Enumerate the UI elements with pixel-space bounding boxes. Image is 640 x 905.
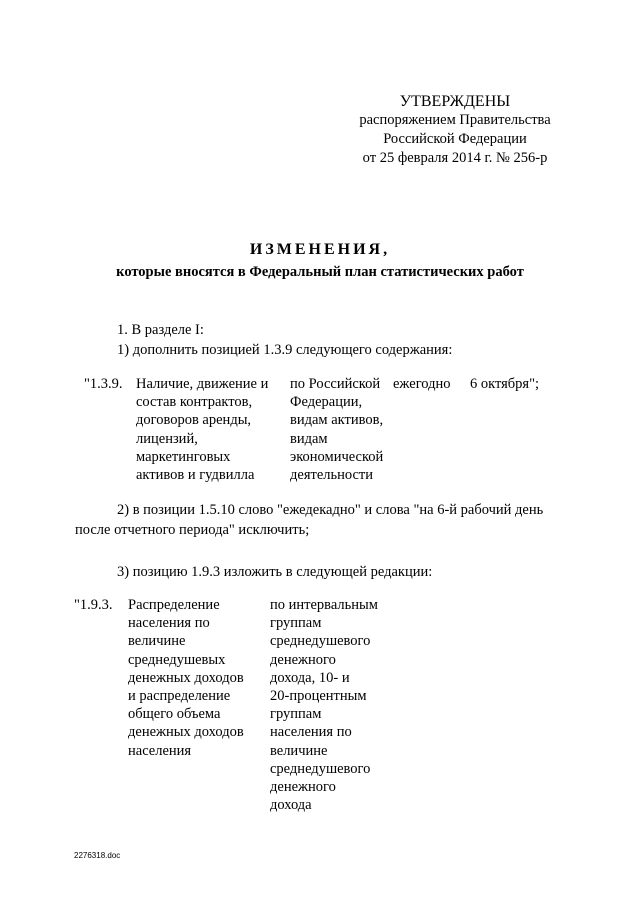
- name-line: населения по: [128, 615, 210, 632]
- item-3: 3) позицию 1.9.3 изложить в следующей редакции:: [117, 564, 433, 580]
- breakdown-line: дохода: [270, 797, 312, 814]
- breakdown-line: видам активов,: [290, 412, 384, 429]
- breakdown-line: денежного: [270, 651, 336, 668]
- document-title: ИЗМЕНЕНИЯ,: [249, 241, 391, 258]
- name-line: величине: [128, 633, 186, 650]
- item-2-line: после отчетного периода" исключить;: [75, 522, 310, 538]
- name-line: активов и гудвилла: [136, 467, 255, 484]
- item-1: 1) дополнить позицией 1.3.9 следующего содержания:: [117, 342, 453, 358]
- position-breakdown: [290, 375, 383, 484]
- approval-line: Российской Федерации: [383, 131, 527, 147]
- name-line: и распределение: [128, 688, 231, 705]
- breakdown-line: группам: [270, 615, 322, 632]
- name-line: населения: [128, 742, 192, 759]
- breakdown-line: группам: [270, 706, 322, 723]
- file-name-footer: 2276318.doc: [74, 851, 121, 860]
- position-name: [128, 596, 244, 760]
- section-intro: 1. В разделе I:: [117, 322, 204, 338]
- breakdown-line: Федерации,: [290, 394, 363, 411]
- document-subtitle: которые вносятся в Федеральный план статистических работ: [116, 264, 524, 280]
- breakdown-line: по интервальным: [270, 597, 378, 613]
- name-line: Наличие, движение и: [136, 376, 269, 392]
- breakdown-line: деятельности: [290, 467, 374, 484]
- approval-stamp: [340, 92, 570, 168]
- breakdown-line: среднедушевого: [270, 633, 371, 650]
- breakdown-line: денежного: [270, 779, 336, 796]
- position-code: "1.9.3.: [74, 597, 113, 613]
- breakdown-line: по Российской: [290, 376, 381, 392]
- name-line: договоров аренды,: [136, 412, 252, 429]
- document-heading: [0, 240, 640, 282]
- approval-title: УТВЕРЖДЕНЫ: [399, 93, 511, 110]
- breakdown-line: величине: [270, 742, 328, 759]
- breakdown-line: 20-процентным: [270, 688, 367, 705]
- position-periodicity: ежегодно: [393, 376, 451, 392]
- position-code: "1.3.9.: [84, 376, 123, 392]
- position-date: 6 октября";: [470, 376, 540, 392]
- item-2-line: 2) в позиции 1.5.10 слово "ежедекадно" и слова "на 6-й рабочий день: [117, 502, 544, 518]
- position-breakdown: [270, 596, 378, 814]
- breakdown-line: дохода, 10- и: [270, 669, 350, 686]
- breakdown-line: среднедушевого: [270, 760, 371, 777]
- name-line: Распределение: [128, 597, 220, 613]
- name-line: денежных доходов: [128, 724, 244, 741]
- approval-line: распоряжением Правительства: [359, 112, 551, 128]
- breakdown-line: видам: [290, 430, 328, 447]
- item-2: [75, 500, 575, 540]
- table-row: [0, 375, 640, 485]
- name-line: состав контрактов,: [136, 394, 253, 411]
- name-line: общего объема: [128, 706, 221, 723]
- approval-date-line: от 25 февраля 2014 г. № 256-р: [362, 150, 548, 166]
- name-line: маркетинговых: [136, 448, 231, 465]
- position-name: [136, 375, 268, 484]
- table-row: [0, 596, 640, 814]
- name-line: денежных доходов: [128, 669, 244, 686]
- breakdown-line: экономической: [290, 448, 384, 465]
- name-line: среднедушевых: [128, 651, 226, 668]
- name-line: лицензий,: [136, 430, 198, 447]
- breakdown-line: населения по: [270, 724, 352, 741]
